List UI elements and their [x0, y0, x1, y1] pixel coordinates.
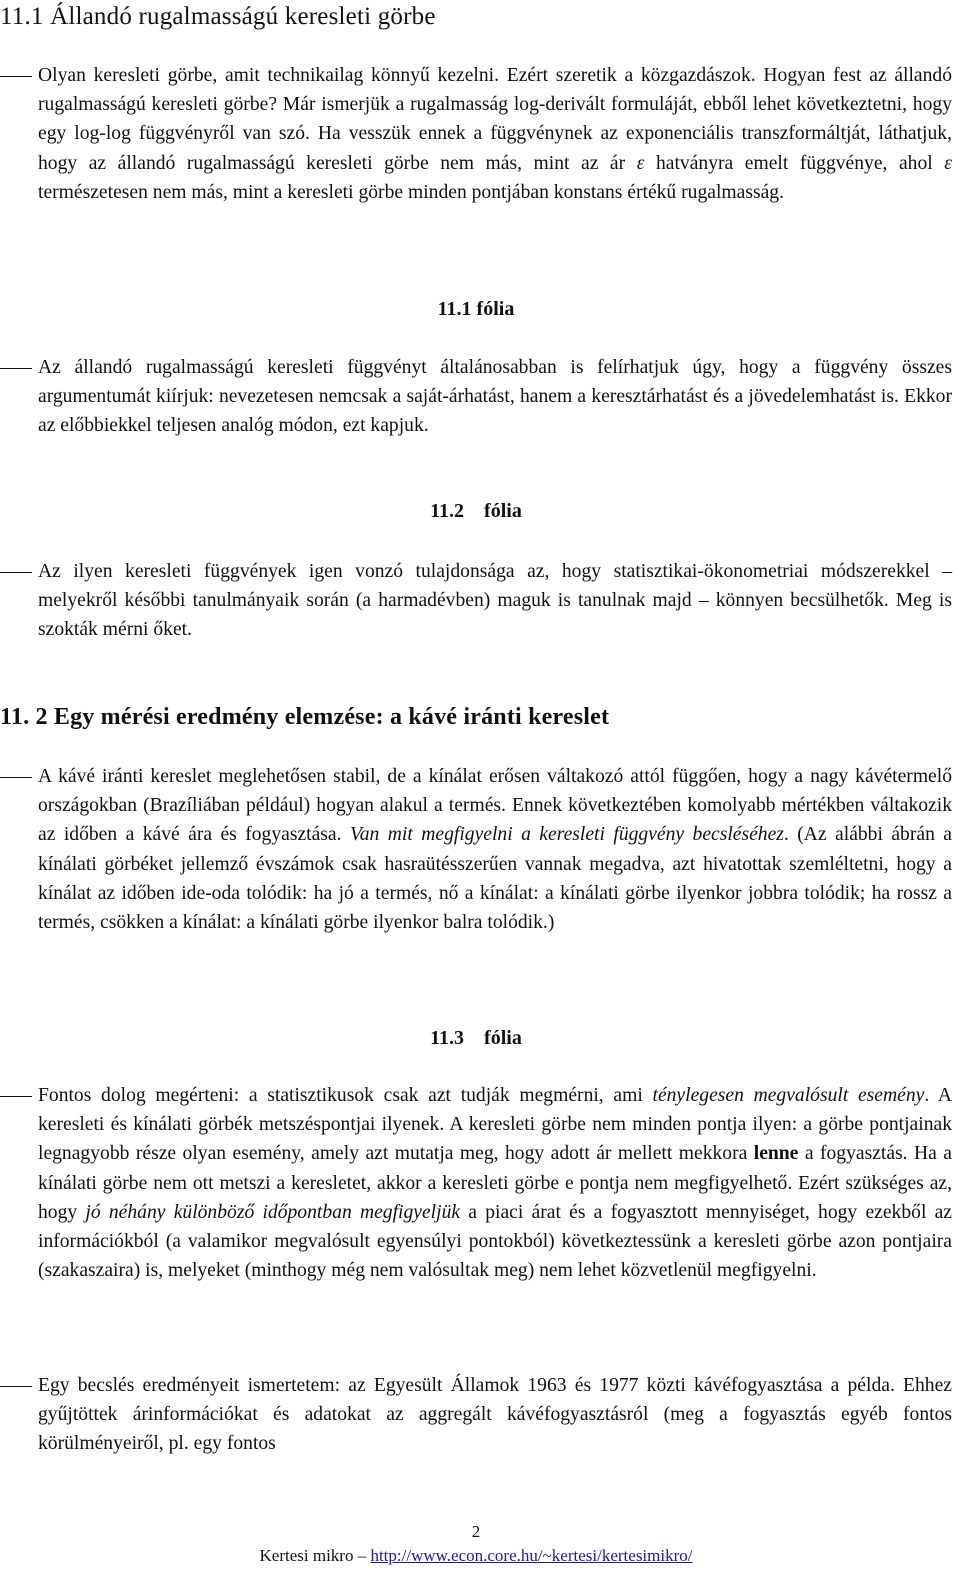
dash-bullet — [0, 76, 32, 77]
page-footer — [0, 1546, 952, 1566]
section-title-11-2: 11. 2 Egy mérési eredmény elemzése: a kávé iránti kereslet — [0, 704, 610, 730]
paragraph-estimate-results — [0, 1371, 952, 1459]
paragraph-text: Az ilyen keresleti függvények igen vonzó tulajdonsága az, hogy statisztikai-ökonometriai módszerekkel – melyekről későbbi tanulmányaik során (a harmadévben) maguk is tanulnak majd – könnyen becsülhetők. Meg is szokták mérni őket. — [38, 561, 952, 641]
paragraph-estimation — [0, 557, 952, 645]
footer-link[interactable]: http://www.econ.core.hu/~kertesi/kertesimikro/ — [370, 1546, 693, 1565]
paragraph-observation — [0, 1081, 952, 1285]
page-number: 2 — [471, 1522, 481, 1541]
paragraph-text: Fontos dolog megérteni: a statisztikusok csak azt tudják megmérni, ami ténylegesen megvalósult esemény. A keresleti és kínálati görbék metszéspontjai ilyenek. A keresleti görbe nem minden pontja ilyen: a görbe pontjainak legnagyobb része olyan esemény, amely azt mutatja meg, hogy adott ár mellett mekkora lenne a fogyasztás. Ha a kínálati görbe nem ott metszi a keresletet, akkor a keresleti görbe e pontja nem megfigyelhető. Ezért szükséges az, hogy jó néhány különböző időpontban megfigyeljük a piaci árat és a fogyasztott mennyiséget, hogy ezekből az információkból (a valamikor megvalósult egyensúlyi pontokból) következtessünk a keresleti görbe azon pontjaira (szakaszaira) is, melyeket (minthogy még nem valósultak meg) nem lehet közvetlenül megfigyelni. — [38, 1085, 953, 1282]
paragraph-constant-elasticity — [0, 61, 952, 207]
dash-bullet — [0, 572, 32, 573]
paragraph-text: Az állandó rugalmasságú keresleti függvényt általánosabban is felírhatjuk úgy, hogy a függvény összes argumentumát kiírjuk: nevezetesen nemcsak a saját-árhatást, hanem a keresztárhatást és a jövedelemhatást is. Ekkor az előbbiekkel teljesen analóg módon, ezt kapjuk. — [38, 357, 952, 437]
paragraph-text: Olyan keresleti görbe, amit technikailag könnyű kezelni. Ezért szeretik a közgazdászok. Hogyan fest az állandó rugalmasságú keresleti görbe? Már ismerjük a rugalmasság log-derivált formuláját, ebből lehet következtetni, hogy egy log-log függvényről van szó. Ha vesszük ennek a függvénynek az exponenciális transzformáltját, láthatjuk, hogy az állandó rugalmasságú keresleti görbe nem más, mint az ár ε hatványra emelt függvénye, ahol ε természetesen nem más, mint a keresleti görbe minden pontjában konstans értékű rugalmasság. — [38, 65, 952, 203]
foil-label-11-1: 11.1 fólia — [437, 298, 515, 320]
paragraph-text: Egy becslés eredményeit ismertetem: az Egyesült Államok 1963 és 1977 közti kávéfogyasztása a példa. Ehhez gyűjtöttek árinformációkat és adatokat az aggregált kávéfogyasztásról (meg a fogyasztás egyéb fontos körülményeiről, pl. egy fontos — [38, 1375, 952, 1455]
foil-label-11-3: 11.3 fólia — [430, 1027, 522, 1049]
paragraph-coffee-demand — [0, 762, 952, 937]
section-title-11-1: 11.1 Állandó rugalmasságú keresleti görbe — [0, 3, 436, 30]
foil-label-11-2: 11.2 fólia — [430, 500, 522, 522]
paragraph-general-demand — [0, 353, 952, 441]
dash-bullet — [0, 1386, 32, 1387]
dash-bullet — [0, 1096, 32, 1097]
epsilon-symbol: ε — [636, 152, 645, 174]
dash-bullet — [0, 777, 32, 778]
dash-bullet — [0, 368, 32, 369]
epsilon-symbol: ε — [944, 152, 952, 174]
paragraph-text: A kávé iránti kereslet meglehetősen stabil, de a kínálat erősen váltakozó attól függően, hogy a nagy kávétermelő országokban (Brazíliában például) hogyan alakul a termés. Ennek következtében komolyabb mértékben váltakozik az időben a kávé ára és fogyasztása. Van mit megfigyelni a keresleti függvény becsléséhez. (Az alábbi ábrán a kínálati görbéket jellemző évszámok csak hasraütésszerűen vannak megadva, azt hivatottak szemléltetni, hogy a kínálat az időben ide-oda tolódik: ha jó a termés, nő a kínálat: a kínálati görbe ilyenkor jobbra tolódik; ha rossz a termés, csökken a kínálat: a kínálati görbe ilyenkor balra tolódik.) — [38, 766, 952, 934]
footer-label: Kertesi mikro – — [259, 1546, 371, 1565]
